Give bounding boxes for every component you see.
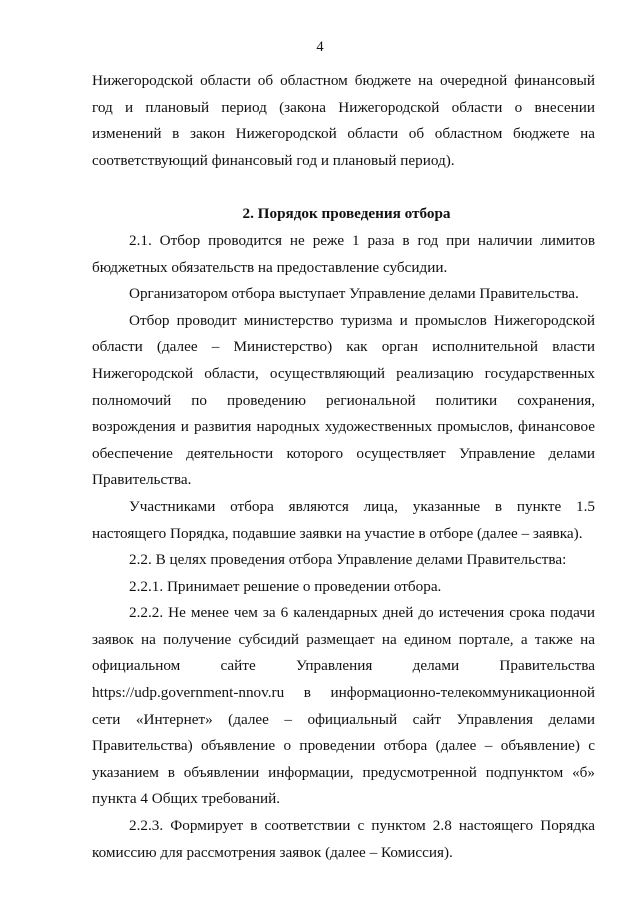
paragraph-participants: Участниками отбора являются лица, указанные в пункте 1.5 настоящего Порядка, подавшие заявки на участие в отборе (далее – заявка). [92,497,595,542]
paragraph-2-2: 2.2. В целях проведения отбора Управление делами Правительства: [129,551,567,569]
section-heading: 2. Порядок проведения отбора [242,205,451,223]
paragraph-2-2-2: 2.2.2. Не менее чем за 6 календарных дней до истечения срока подачи заявок на получение субсидий размещает на едином портале, а также на официальном сайте Управления делами Правительства https://udp.government-nnov.ru в информационно-телекоммуникационной сети «Интернет» (далее – официальный сайт Управления делами Правительства) объявление о проведении отбора (далее – объявление) с указанием в объявлении информации, предусмотренной подпунктом «б» пункта 4 Общих требований. [92,604,595,808]
paragraph-2-1: 2.1. Отбор проводится не реже 1 раза в год при наличии лимитов бюджетных обязательств на предоставление субсидии. [92,231,595,276]
paragraph-ministry: Отбор проводит министерство туризма и промыслов Нижегородской области (далее – Министерство) как орган исполнительной власти Нижегородской области, осуществляющий реализацию государственных полномочий по проведению региональной политики сохранения, возрождения и развития народных художественных промыслов, финансовое обеспечение деятельности которого осуществляет Управление делами Правительства. [92,311,595,489]
page-number: 4 [316,39,324,55]
document-body [92,68,595,866]
intro-paragraph: Нижегородской области об областном бюджете на очередной финансовый год и плановый период (закона Нижегородской области о внесении изменений в закон Нижегородской области об областном бюджете на соответствующий финансовый год и плановый период). [92,72,595,169]
paragraph-organizer: Организатором отбора выступает Управление делами Правительства. [129,285,579,303]
paragraph-2-2-3: 2.2.3. Формирует в соответствии с пунктом 2.8 настоящего Порядка комиссию для рассмотрения заявок (далее – Комиссия). [92,817,595,861]
paragraph-2-2-1: 2.2.1. Принимает решение о проведении отбора. [129,577,442,595]
